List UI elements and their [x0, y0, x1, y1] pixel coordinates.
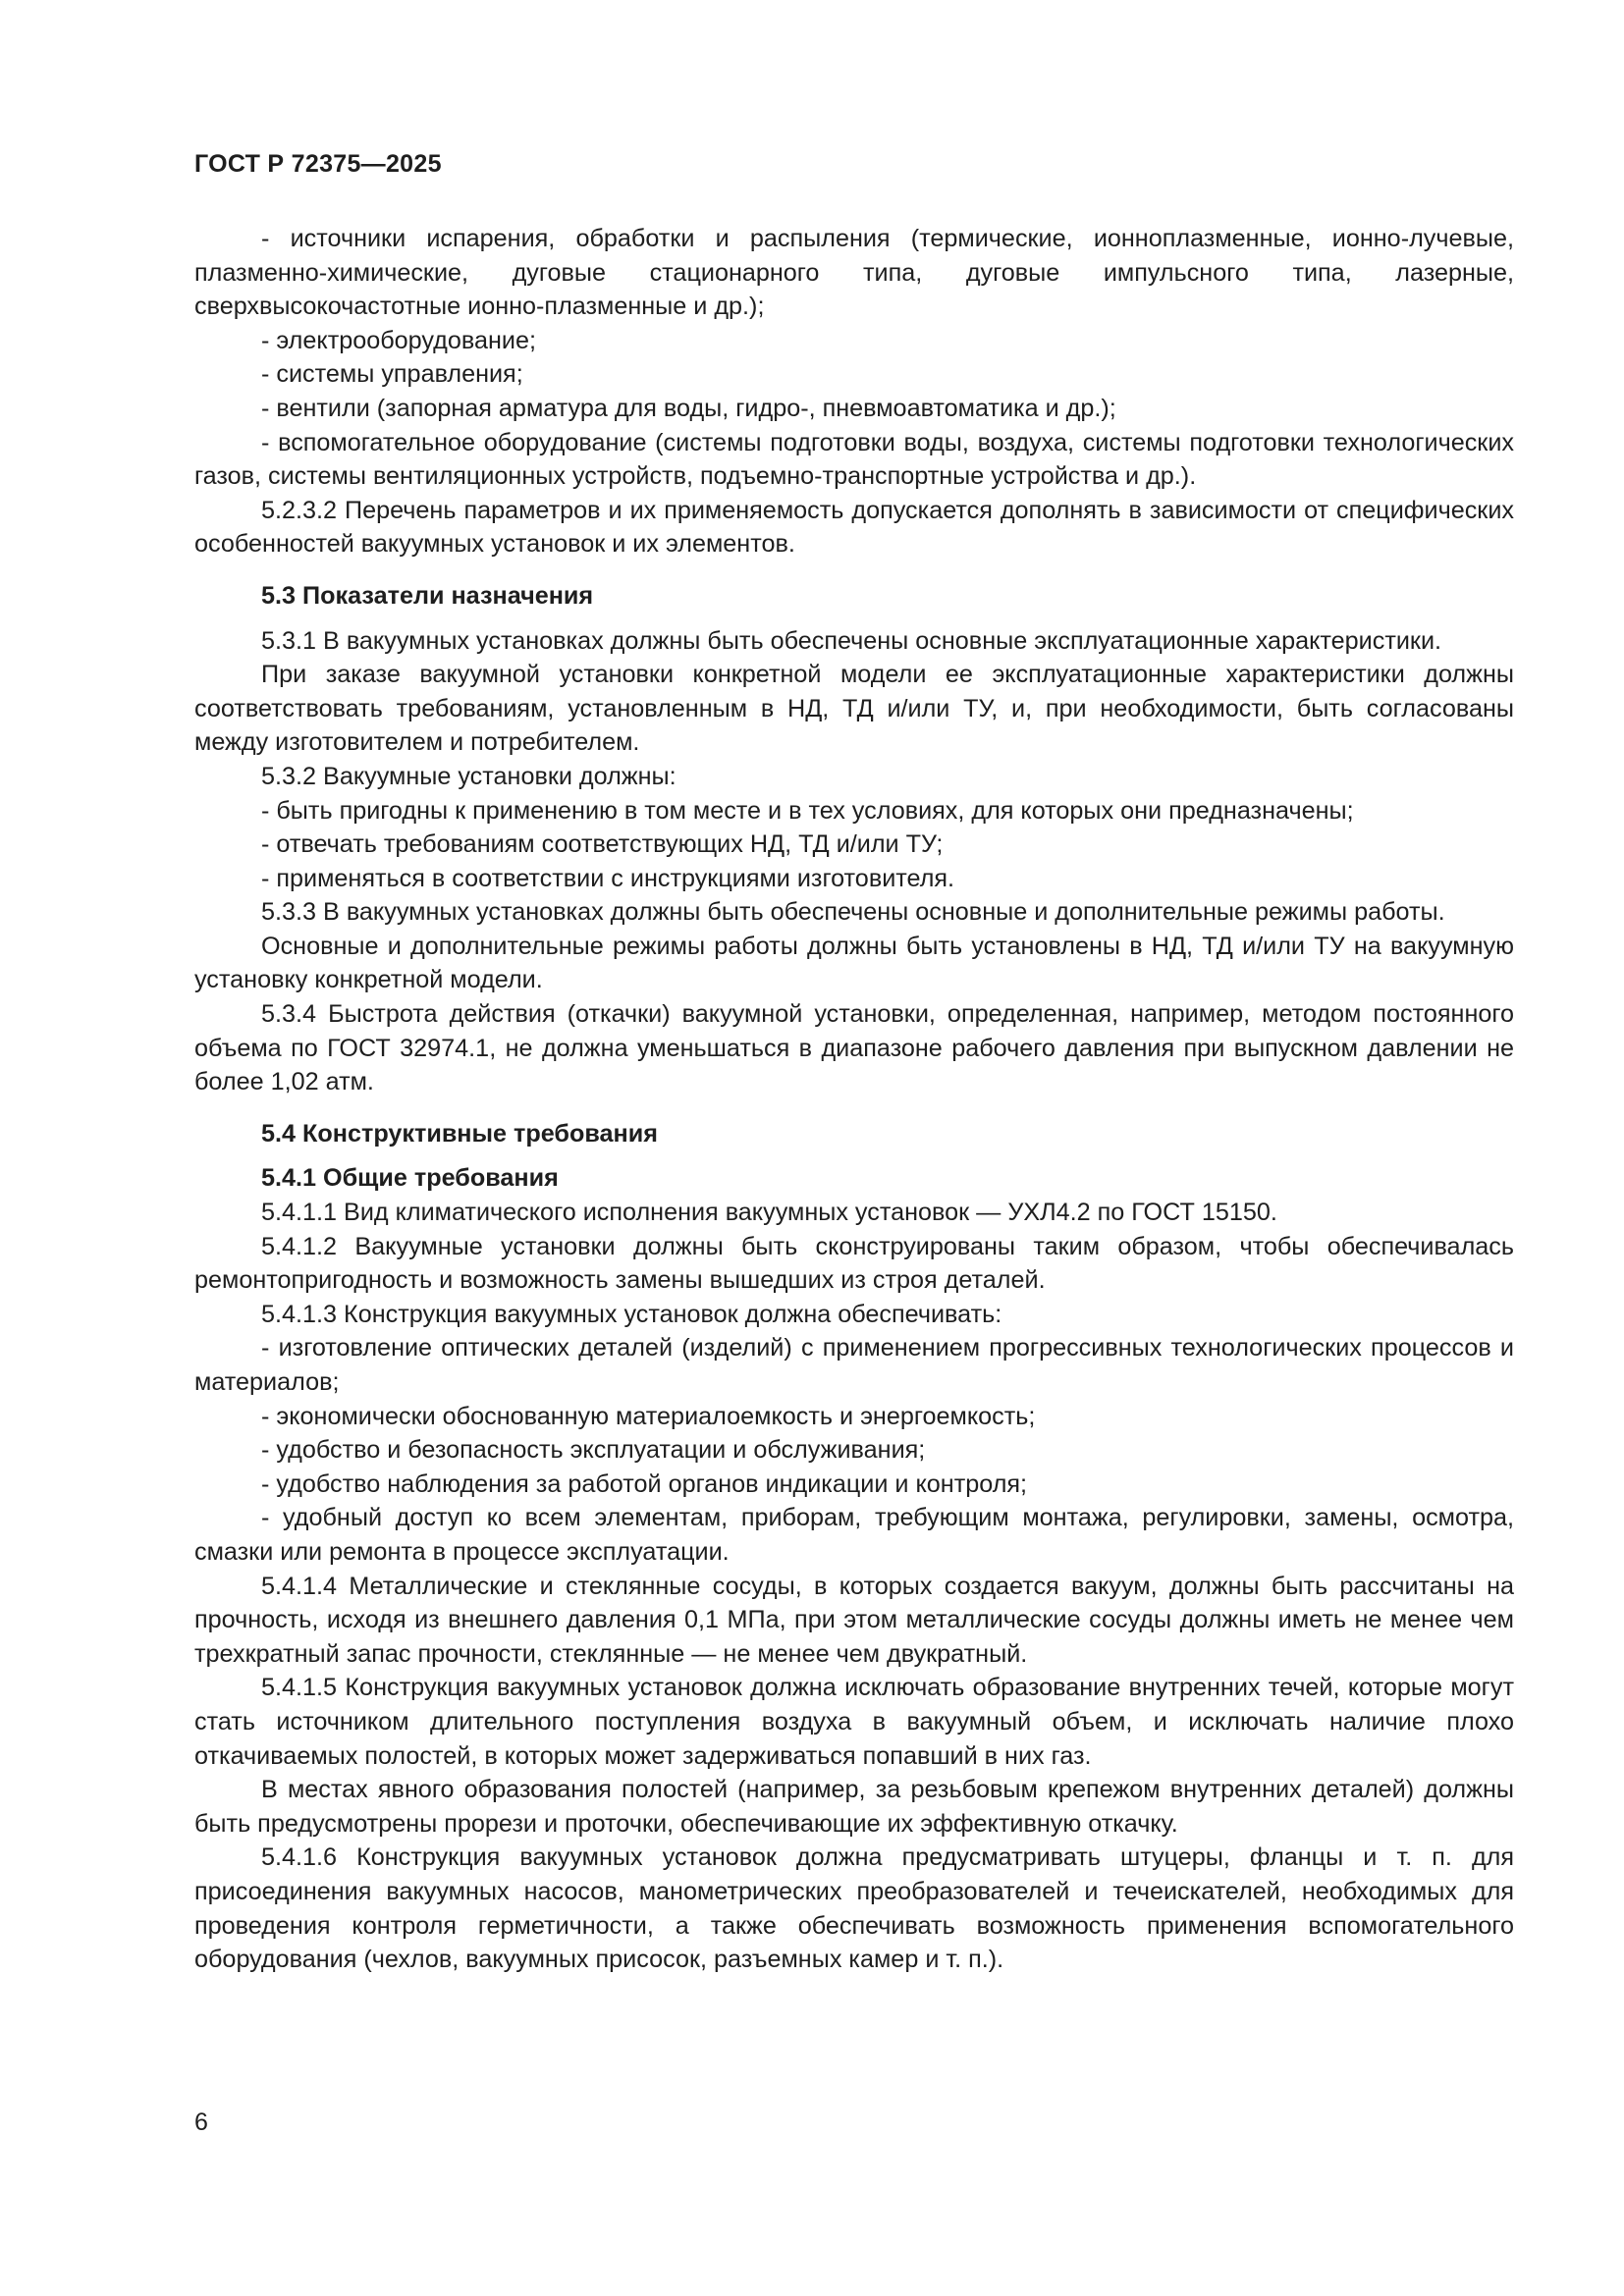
list-item: - отвечать требованиям соответствующих НД, ТД и/или ТУ;: [261, 830, 944, 859]
clause-5-3-4: 5.3.4 Быстрота действия (откачки) вакуумной установки, определенная, например, методом постоянного объема по ГОСТ 32974.1, не должна уменьшаться в диапазоне рабочего давления при выпускном давлении не более 1,02 атм.: [194, 1000, 1514, 1096]
list-item: - источники испарения, обработки и распыления (термические, ионноплазменные, ионно-лучевые, плазменно-химические, дуговые стационарного типа, дуговые импульсного типа, лазерные, сверхвысокочастотные ионно-плазменные и др.);: [194, 225, 1514, 321]
list-item: - изготовление оптических деталей (изделий) с применением прогрессивных технологических процессов и материалов;: [194, 1334, 1514, 1396]
list-item: - удобство и безопасность эксплуатации и обслуживания;: [261, 1436, 926, 1465]
clause-5-4-1-1: 5.4.1.1 Вид климатического исполнения вакуумных установок — УХЛ4.2 по ГОСТ 15150.: [261, 1199, 1277, 1227]
clause-5-3-2: 5.3.2 Вакуумные установки должны:: [261, 762, 677, 790]
paragraph: При заказе вакуумной установки конкретной модели ее эксплуатационные характеристики должны соответствовать требованиям, установленным в НД, ТД и/или ТУ, и, при необходимости, быть согласованы между изготовителем и потребителем.: [194, 661, 1514, 757]
clause-5-4-1-4: 5.4.1.4 Металлические и стеклянные сосуды, в которых создается вакуум, должны быть рассчитаны на прочность, исходя из внешнего давления 0,1 МПа, при этом металлические сосуды должны иметь не менее чем трехкратный запас прочности, стеклянные — не менее чем двукратный.: [194, 1572, 1514, 1668]
page-number: 6: [194, 2109, 208, 2136]
clause-5-4-1-5: 5.4.1.5 Конструкция вакуумных установок должна исключать образование внутренних течей, которые могут стать источником длительного поступления воздуха в вакуумный объем, и исключать наличие плохо откачиваемых полостей, в которых может задерживаться попавший в них газ.: [194, 1674, 1514, 1770]
clause-5-3-1: 5.3.1 В вакуумных установках должны быть обеспечены основные эксплуатационные характеристики.: [261, 626, 1442, 655]
clause-5-4-1-3: 5.4.1.3 Конструкция вакуумных установок должна обеспечивать:: [261, 1300, 1002, 1328]
clause-5-3-3: 5.3.3 В вакуумных установках должны быть обеспечены основные и дополнительные режимы работы.: [261, 898, 1445, 927]
list-item: - применяться в соответствии с инструкциями изготовителя.: [261, 864, 955, 892]
list-item: - экономически обоснованную материалоемкость и энергоемкость;: [261, 1402, 1036, 1430]
list-item: - электрооборудование;: [261, 326, 536, 354]
list-item: - вентили (запорная арматура для воды, гидро-, пневмоавтоматика и др.);: [261, 394, 1116, 422]
list-item: - вспомогательное оборудование (системы подготовки воды, воздуха, системы подготовки технологических газов, системы вентиляционных устройств, подъемно-транспортные устройства и др.).: [194, 428, 1514, 491]
section-heading-5-3: 5.3 Показатели назначения: [261, 581, 594, 610]
document-body: [194, 222, 1514, 1977]
paragraph: В местах явного образования полостей (например, за резьбовым крепежом внутренних деталей) должны быть предусмотрены прорези и проточки, обеспечивающие их эффективную откачку.: [194, 1776, 1514, 1838]
list-item: - системы управления;: [261, 360, 523, 389]
section-heading-5-4: 5.4 Конструктивные требования: [261, 1119, 658, 1148]
document-header: ГОСТ Р 72375—2025: [194, 150, 442, 178]
subsection-heading-5-4-1: 5.4.1 Общие требования: [261, 1164, 559, 1193]
clause-5-2-3-2: 5.2.3.2 Перечень параметров и их применяемость допускается дополнять в зависимости от специфических особенностей вакуумных установок и их элементов.: [194, 496, 1514, 559]
list-item: - удобный доступ ко всем элементам, приборам, требующим монтажа, регулировки, замены, осмотра, смазки или ремонта в процессе эксплуатации.: [194, 1504, 1514, 1566]
clause-5-4-1-6: 5.4.1.6 Конструкция вакуумных установок должна предусматривать штуцеры, фланцы и т. п. для присоединения вакуумных насосов, манометрических преобразователей и течеискателей, необходимых для проведения контроля герметичности, а также обеспечивать возможность применения вспомогательного оборудования (чехлов, вакуумных присосок, разъемных камер и т. п.).: [194, 1843, 1514, 1974]
clause-5-4-1-2: 5.4.1.2 Вакуумные установки должны быть сконструированы таким образом, чтобы обеспечивалась ремонтопригодность и возможность замены вышедших из строя деталей.: [194, 1232, 1514, 1295]
list-item: - удобство наблюдения за работой органов индикации и контроля;: [261, 1469, 1028, 1498]
list-item: - быть пригодны к применению в том месте и в тех условиях, для которых они предназначены;: [261, 796, 1354, 825]
paragraph: Основные и дополнительные режимы работы должны быть установлены в НД, ТД и/или ТУ на вакуумную установку конкретной модели.: [194, 932, 1514, 994]
